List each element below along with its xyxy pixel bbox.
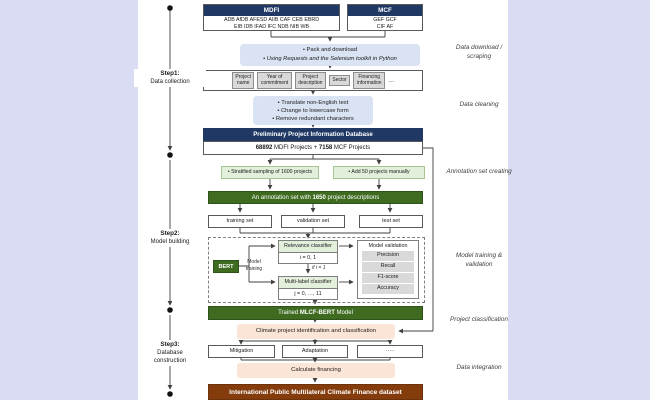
mdfi-source-box (203, 4, 340, 31)
relevance-classifier-box (278, 240, 338, 264)
step2-label: Step2: Model building (140, 229, 200, 247)
side-label-annotation-set: Annotation set creating (446, 168, 512, 175)
multilabel-classifier-box (278, 276, 338, 300)
model-validation-box (357, 240, 419, 299)
trained-model-bar: Trained MLCF-BERT Model (208, 306, 423, 320)
mdfi-members: ADB AfDB AFESD AIIB CAF CEB EBRD EIB IDB IFAD IFC NDB NIB WB (223, 16, 320, 30)
field-year-of-commitment: Year of commitment (257, 72, 291, 89)
relevance-classifier-title: Relevance classifier (279, 241, 337, 253)
field-project-name: Project name (232, 72, 255, 89)
mcf-members: GEF GCF CIF AF (373, 16, 397, 30)
model-validation-title: Model validation (368, 243, 408, 249)
condition-label: if i = 1 (312, 265, 326, 271)
mitigation-box: Mitigation (208, 345, 275, 358)
manual-add-box: • Add 50 projects manually (333, 166, 425, 179)
model-name: MLCF-BERT (299, 310, 335, 316)
annotation-count: 1650 (312, 195, 326, 201)
model-training-label: Model training (245, 259, 263, 272)
prelim-db-counts: 68892 MDFI Projects + 7158 MCF Projects (203, 141, 423, 155)
mcf-source-box (347, 4, 423, 31)
side-label-project-classification: Project classification (450, 316, 508, 323)
metric-accuracy: Accuracy (362, 284, 414, 294)
cleaning-box (253, 96, 373, 125)
step3-label: Step3: Database construction (141, 340, 199, 366)
metric-recall: Recall (362, 262, 414, 272)
cleaning-bullet-3: • Remove redundant characters (272, 116, 354, 123)
mdfi-project-count: 68892 (255, 145, 273, 151)
cleaning-bullet-2: • Change to lowercase form (277, 107, 349, 114)
other-categories-box: ….. (357, 345, 423, 358)
classification-box: Climate project identification and classification (237, 324, 395, 339)
validation-set-box: validation set (281, 215, 345, 228)
side-label-data-cleaning: Data cleaning (459, 101, 499, 108)
scraping-bullet-2: • Using Requests and the Selenium toolkit in Python (263, 56, 397, 62)
side-label-data-download: Data download / scraping (455, 44, 503, 60)
field-sector: Sector (329, 75, 350, 86)
field-ellipsis: … (388, 77, 395, 84)
prelim-db-header: Preliminary Project Information Database (203, 128, 423, 141)
field-financing-information: Financing information (353, 72, 385, 89)
mcf-header: MCF (348, 5, 422, 16)
stratified-sampling-box: • Stratified sampling of 1600 projects (221, 166, 319, 179)
side-label-data-integration: Data integration (456, 364, 502, 371)
field-project-description: Project description (295, 72, 326, 89)
annotation-set-bar: An annotation set with 1650 project descriptions (208, 191, 423, 204)
metric-f1-score: F1-score (362, 273, 414, 283)
multilabel-classifier-title: Multi-label classifier (279, 277, 337, 289)
relevance-classifier-values: i = 0, 1 (299, 255, 317, 261)
training-set-box: training set (208, 215, 272, 228)
step1-label: Step1: Data collection (134, 69, 206, 87)
side-label-model-training: Model training & validation (455, 252, 503, 268)
cleaning-bullet-1: • Translate non-English text (277, 99, 349, 106)
final-dataset-bar: International Public Multilateral Climate Finance dataset (208, 384, 423, 400)
mdfi-header: MDFI (204, 5, 339, 16)
calculate-financing-box: Calculate financing (237, 363, 395, 378)
multilabel-classifier-values: j = 0, …, 11 (294, 291, 322, 297)
mcf-project-count: 7158 (318, 145, 333, 151)
metric-precision: Precision (362, 251, 414, 261)
test-set-box: test set (359, 215, 423, 228)
scraping-bullet-1: • Pack and download (302, 47, 358, 53)
scraping-box (240, 44, 420, 66)
data-fields-box (203, 70, 423, 91)
bert-box: BERT (213, 260, 239, 273)
adaptation-box: Adaptation (282, 345, 348, 358)
